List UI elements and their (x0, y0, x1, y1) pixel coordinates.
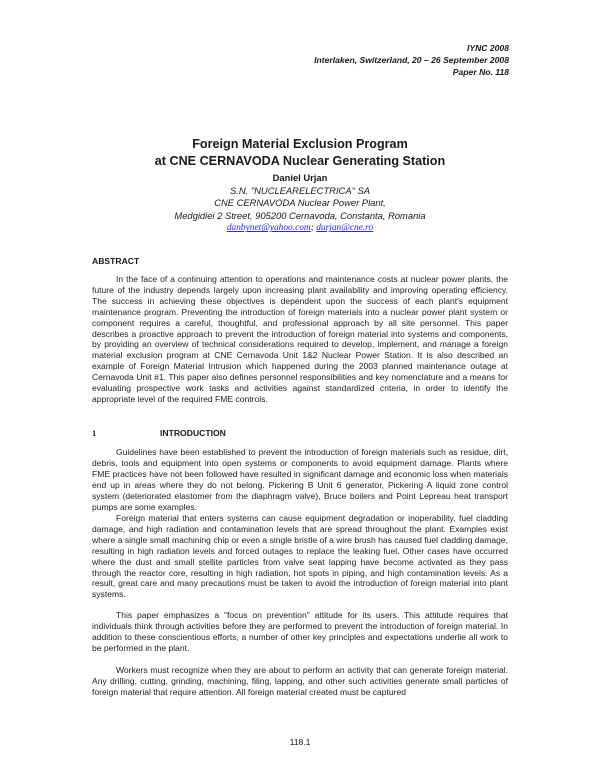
title-line-2: at CNE CERNAVODA Nuclear Generating Station (154, 154, 446, 168)
author-block (0, 172, 600, 235)
author-emails (0, 222, 600, 235)
section-title: INTRODUCTION (160, 428, 226, 438)
author-plant: CNE CERNAVODA Nuclear Power Plant, (214, 197, 386, 209)
email-link-2[interactable]: durjan@cne.ro (316, 223, 374, 234)
email-separator: ; (310, 223, 317, 234)
body-paragraph: Workers must recognize when they are about to perform an activity that can generate foreign material. Any drilling, cutting, grinding, machining, filing, lapping, and other such activities generate small particles of foreign material that require attention. All foreign material created must be captured (92, 665, 508, 697)
author-name: Daniel Urjan (272, 172, 328, 183)
paper-number: Paper No. 118 (452, 67, 509, 77)
body-paragraph: This paper emphasizes a "focus on prevention" attitude for its users. This attitude requires that individuals think through activities before they are performed to prevent the introduction of foreign material. In addition to these conscientious efforts, a number of other key principles and expectations underlie all work to be performed in the plant. (92, 610, 508, 653)
title-line-1: Foreign Material Exclusion Program (192, 137, 408, 151)
author-organization: S.N. "NUCLEARELECTRICA" SA (229, 184, 371, 196)
paper-title (0, 136, 600, 170)
abstract-heading: ABSTRACT (92, 256, 140, 266)
abstract-paragraph: In the face of a continuing attention to operations and maintenance costs at nuclear power plants, the future of the industry depends largely upon increasing plant availability and improving operating efficiency. The success in achieving these objectives is dependent upon the success of each plant's equipment maintenance program. Preventing the introduction of foreign materials into a nuclear power plant system or component requires a careful, thoughtful, and professional approach by all site personnel. This paper describes a proactive approach to prevent the introduction of foreign material into systems and components, by providing an overview of technical considerations required to develop, implement, and manage a foreign material exclusion program at CNE Cernavoda Unit 1&2 Nuclear Power Station. It is also described an example of Foreign Material Intrusion which happened during the 2003 planned maintenance outage at Cernavoda Unit #1. This paper also defines personnel responsibilities and key nomenclature and a means for evaluating prospective work tasks and activities against standardized criteria, in order to identify the appropriate level of the required FME controls. (92, 274, 508, 404)
section-number: 1 (92, 428, 97, 438)
email-link-1[interactable]: danbynet@yahoo.com (226, 223, 311, 234)
body-paragraph: Guidelines have been established to prevent the introduction of foreign materials such as residue, dirt, debris, tools and equipment into open systems or components to avoid equipment damage. Plants where FME practices have not been followed have resulted in significant damage and economic loss when materials end up in areas where they do not belong. Pickering B Unit 6 generator, Pickering A liquid zone control system (deteriorated elastomer from the diaphragm valve), Bruce boilers and Point Lepreau heat transport pumps are some examples. (92, 447, 508, 512)
body-paragraph: Foreign material that enters systems can cause equipment degradation or inoperability, fuel cladding damage, and high radiation and contamination levels that are spread throughout the plant. Examples exist where a single small machining chip or even a single bristle of a wire brush has caused fuel cladding damage, resulting in high radiation levels and forced outages to replace the leaking fuel. Other cases have occurred where the dust and small stellite particles from valve seat lapping have become activated as they pass through the reactor core, resulting in high radiation, hot spots in piping, and high contamination levels. As a result, great care and many precautions must be taken to avoid the introduction of foreign material into plant systems. (92, 513, 508, 600)
conference-header (179, 42, 509, 78)
conference-name: IYNC 2008 (466, 43, 509, 53)
section-heading (92, 428, 226, 438)
page-number: 118.1 (289, 737, 311, 747)
author-address: Medgidiei 2 Street, 905200 Cernavoda, Constanta, Romania (174, 209, 426, 221)
conference-location-dates: Interlaken, Switzerland, 20 – 26 September 2008 (314, 55, 509, 65)
